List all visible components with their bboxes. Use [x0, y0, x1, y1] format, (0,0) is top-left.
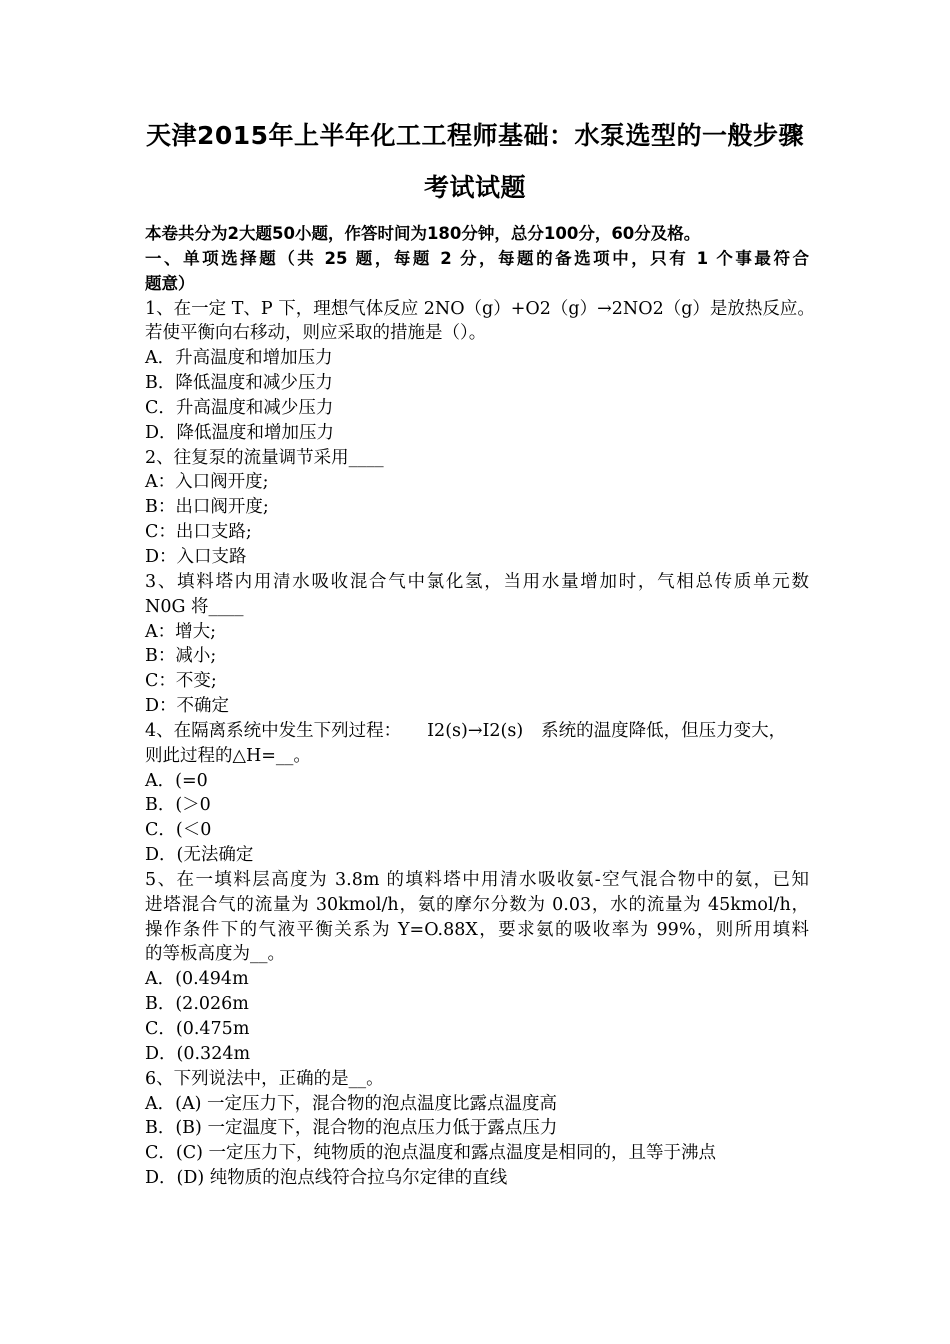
question-6-option-a: A．(A) 一定压力下，混合物的泡点温度比露点温度高	[145, 1093, 557, 1114]
question-4-text	[145, 719, 809, 744]
section-heading-line1: 一、单项选择题（共 25 题，每题 2 分，每题的备选项中，只有 1 个事最符合	[145, 248, 809, 268]
question-2-option-b: B：出口阀开度;	[145, 497, 269, 518]
question-3-option-c: C：不变;	[145, 671, 217, 692]
question-5-text-cont-3: 的等板高度为__。	[145, 944, 285, 965]
question-1-text: 1、在一定 T、P 下，理想气体反应 2NO（g）+O2（g）→2NO2（g）是放热反应。	[145, 298, 815, 319]
question-4-text-cont: 则此过程的△H=__。	[145, 745, 311, 766]
question-3-text: 3、填料塔内用清水吸收混合气中氯化氢，当用水量增加时，气相总传质单元数	[145, 571, 809, 592]
question-4-option-d: D．(无法确定	[145, 845, 254, 866]
question-4-option-c: C．(＜0	[145, 820, 212, 841]
question-6-option-b: B．(B) 一定温度下，混合物的泡点压力低于露点压力	[145, 1118, 558, 1139]
question-1-text-cont: 若使平衡向右移动，则应采取的措施是（）。	[145, 323, 487, 344]
question-4-option-b: B．(＞0	[145, 795, 211, 816]
question-5-text: 5、在一填料层高度为 3.8m 的填料塔中用清水吸收氨-空气混合物中的氨，已知	[145, 869, 809, 890]
exam-intro: 本卷共分为2大题50小题，作答时间为180分钟，总分100分，60分及格。	[145, 224, 701, 243]
question-2-option-a: A：入口阀开度;	[145, 472, 269, 493]
question-4-option-a: A．(=0	[145, 770, 208, 791]
question-1-option-d: D．降低温度和增加压力	[145, 422, 335, 443]
question-5-option-a: A．(0.494m	[145, 969, 249, 990]
question-6-option-d: D．(D) 纯物质的泡点线符合拉乌尔定律的直线	[145, 1168, 508, 1189]
question-1-option-a: A．升高温度和增加压力	[145, 348, 333, 369]
question-4-reaction: I2(s)→I2(s)	[427, 720, 524, 741]
document-body	[145, 222, 815, 1191]
question-3-option-b: B：减小;	[145, 646, 217, 667]
question-2-text: 2、往复泵的流量调节采用____	[145, 447, 384, 468]
question-4-text-a: 4、在隔离系统中发生下列过程：	[145, 720, 402, 741]
document-title-line1: 天津2015年上半年化工工程师基础：水泵选型的一般步骤	[145, 121, 805, 150]
question-4-text-c: 系统的温度降低，但压力变大，	[541, 720, 787, 741]
question-2-option-c: C：出口支路;	[145, 522, 252, 543]
question-2-option-d: D：入口支路	[145, 546, 247, 567]
document-title-line2: 考试试题	[423, 173, 526, 202]
question-6-option-c: C．(C) 一定压力下，纯物质的泡点温度和露点温度是相同的，且等于沸点	[145, 1143, 716, 1164]
question-5-text-cont-2: 操作条件下的气液平衡关系为 Y=O.88X，要求氨的吸收率为 99%，则所用填料	[145, 919, 809, 940]
question-5-option-b: B．(2.026m	[145, 994, 249, 1015]
question-5-option-c: C．(0.475m	[145, 1019, 250, 1039]
question-3-option-d: D：不确定	[145, 696, 230, 717]
question-1-option-c: C．升高温度和减少压力	[145, 397, 334, 418]
question-6-text: 6、下列说法中，正确的是__。	[145, 1068, 384, 1089]
question-5-text-cont-1: 进塔混合气的流量为 30kmol/h，氨的摩尔分数为 0.03，水的流量为 45kmol/h，	[145, 894, 809, 915]
question-5-option-d: D．(0.324m	[145, 1043, 251, 1064]
question-3-text-cont: N0G 将____	[145, 596, 244, 617]
question-3-option-a: A：增大;	[145, 621, 217, 642]
section-heading-line2: 题意）	[145, 273, 195, 293]
question-1-option-b: B．降低温度和减少压力	[145, 373, 333, 394]
